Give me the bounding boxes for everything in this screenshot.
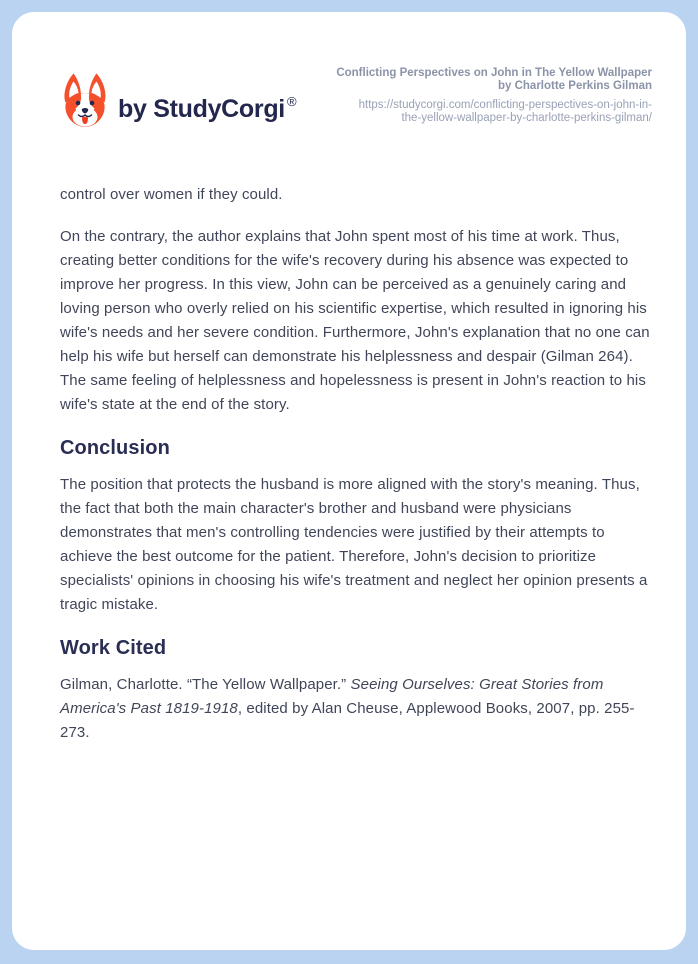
- work-cited-heading: Work Cited: [60, 637, 167, 659]
- document-meta: [296, 67, 652, 125]
- citation-book-title: Seeing Ourselves: Great Stories from America's Past 1819-1918: [60, 676, 604, 717]
- essay-body: [60, 183, 652, 745]
- citation-text: , edited by Alan Cheuse, Applewood Books, 2007, pp. 255-273.: [60, 700, 635, 741]
- brand-text: [118, 95, 296, 129]
- essay-paragraph: On the contrary, the author explains that John spent most of his time at work. Thus, creating better conditions for the wife's recovery during his absence was expected to improve her progress. In this view, John can be perceived as a genuinely caring and loving person who overly relied on his scientific expertise, which resulted in ignoring his wife's needs and her severe condition. Furthermore, John's explanation that no one can help his wife but herself can demonstrate his helplessness and despair (Gilman 264). The same feeling of helplessness and hopelessness is present in John's reaction to his wife's state at the end of the story.: [60, 228, 650, 413]
- document-title-line: Conflicting Perspectives on John in The Yellow Wallpaper: [336, 67, 652, 79]
- essay-paragraph: control over women if they could.: [60, 186, 283, 203]
- document-url-line: https://studycorgi.com/conflicting-perspectives-on-john-in-: [358, 99, 652, 111]
- citation: [60, 673, 652, 745]
- corgi-icon: [60, 72, 110, 129]
- brand-label: by StudyCorgi: [118, 95, 285, 123]
- document-url[interactable]: [296, 99, 652, 125]
- document-title: [296, 67, 652, 93]
- citation-text: Gilman, Charlotte. “The Yellow Wallpaper.”: [60, 676, 351, 693]
- page-header: [60, 67, 652, 129]
- registered-mark: ®: [286, 94, 297, 109]
- conclusion-heading: Conclusion: [60, 437, 170, 459]
- document-card: [12, 12, 686, 950]
- conclusion-paragraph: The position that protects the husband is more aligned with the story's meaning. Thus, the fact that both the main character's brother and husband were physicians demonstrates that men's controlling tendencies were justified by their attempts to achieve the best outcome for the patient. Therefore, John's decision to prioritize specialists' opinions in choosing his wife's treatment and neglect her opinion presents a tragic mistake.: [60, 476, 648, 613]
- studycorgi-logo[interactable]: [60, 72, 296, 129]
- document-url-line: the-yellow-wallpaper-by-charlotte-perkins-gilman/: [401, 112, 652, 124]
- document-title-line: by Charlotte Perkins Gilman: [497, 80, 652, 92]
